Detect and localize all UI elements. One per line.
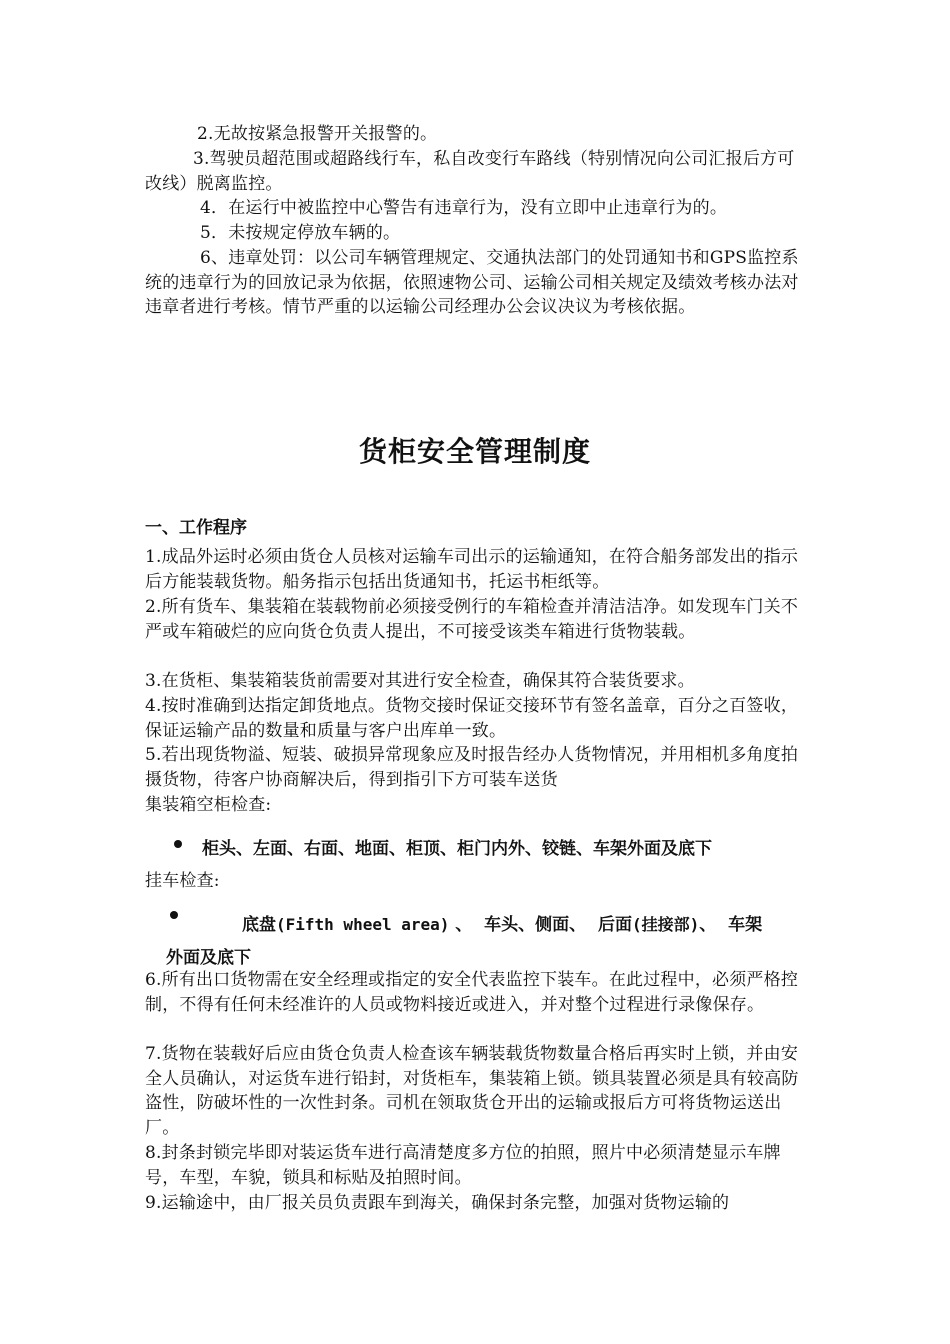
section-heading: 一、工作程序: [145, 518, 247, 538]
container-check-list: 柜头、左面、右面、地面、柜顶、柜门内外、铰链、车架外面及底下: [202, 839, 712, 859]
paragraph-item-5: 5．未按规定停放车辆的。: [200, 223, 401, 243]
bullet-icon: [170, 911, 178, 919]
trailer-check-frame: 、 车架: [699, 915, 763, 935]
trailer-check-list-line2: 外面及底下: [166, 948, 251, 968]
procedure-item-1: 1.成品外运时必须由货仓人员核对运输车司出示的运输通知，在符合船务部发出的指示后方能装载货物。船务指示包括出货通知书，托运书柜纸等。: [145, 547, 799, 592]
trailer-check-list: [242, 910, 762, 935]
document-title: 货柜安全管理制度: [358, 435, 591, 468]
trailer-check-middle: 、 车头、侧面、 后面: [449, 915, 632, 935]
bullet-icon: [174, 840, 182, 848]
trailer-check-hitch: (挂接部): [631, 915, 700, 934]
trailer-check-label: 挂车检查:: [145, 871, 220, 891]
procedure-item-6: 6.所有出口货物需在安全经理或指定的安全代表监控下装车。在此过程中，必须严格控制，不得有任何未经准许的人员或物料接近或进入，并对整个过程进行录像保存。: [145, 970, 799, 1015]
procedure-item-3: 3.在货柜、集装箱装货前需要对其进行安全检查，确保其符合装货要求。: [145, 671, 695, 691]
paragraph-item-4: 4．在运行中被监控中心警告有违章行为，没有立即中止违章行为的。: [200, 198, 728, 218]
container-check-label: 集装箱空柜检查:: [145, 795, 272, 815]
procedure-item-8: 8.封条封锁完毕即对装运货车进行高清楚度多方位的拍照，照片中必须清楚显示车牌号，车型，车貌，锁具和标贴及拍照时间。: [145, 1143, 781, 1188]
procedure-item-7: 7.货物在装载好后应由货仓负责人检查该车辆装载货物数量合格后再实时上锁，并由安全人员确认，对运货车进行铅封，对货柜车，集装箱上锁。锁具装置必须是具有较高防盗性，防破坏性的一次性封条。司机在领取货仓开出的运输或报后方可将货物运送出厂。: [145, 1044, 799, 1138]
procedure-item-4: 4.按时准确到达指定卸货地点。货物交接时保证交接环节有签名盖章，百分之百签收，保证运输产品的数量和质量与客户出库单一致。: [145, 696, 799, 741]
procedure-item-5: 5.若出现货物溢、短装、破损异常现象应及时报告经办人货物情况，并用相机多角度拍摄货物，待客户协商解决后，得到指引下方可装车送货: [145, 745, 799, 790]
paragraph-item-2: 2.无故按紧急报警开关报警的。: [197, 124, 438, 144]
paragraph-item-3: 3.驾驶员超范围或超路线行车，私自改变行车路线（特别情况向公司汇报后方可改线）脱离监控。: [145, 149, 795, 194]
paragraph-item-6-penalty: 6、违章处罚：以公司车辆管理规定、交通执法部门的处罚通知书和GPS监控系统的违章行为的回放记录为依据，依照速物公司、运输公司相关规定及绩效考核办法对违章者进行考核。情节严重的以运输公司经理办公会议决议为考核依据。: [145, 248, 799, 318]
procedure-item-9: 9.运输途中，由厂报关员负责跟车到海关，确保封条完整，加强对货物运输的: [145, 1193, 730, 1213]
trailer-check-chassis: 底盘: [242, 915, 276, 935]
trailer-check-fifth-wheel: (Fifth wheel area): [276, 915, 450, 934]
procedure-item-2: 2.所有货车、集装箱在装载物前必须接受例行的车箱检查并清洁洁净。如发现车门关不严或车箱破烂的应向货仓负责人提出，不可接受该类车箱进行货物装载。: [145, 597, 799, 642]
